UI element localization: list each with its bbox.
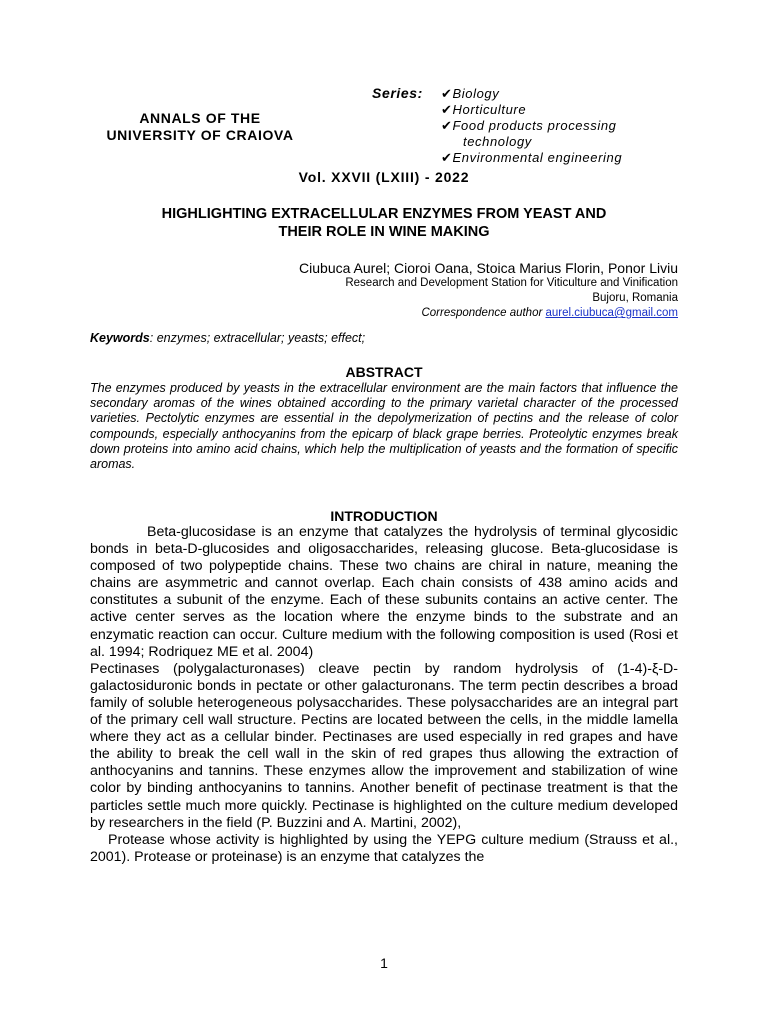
abstract-text: The enzymes produced by yeasts in the extracellular environment are the main factors that influence the secondary aromas of the wines obtained according to the primary varietal character of the processed varieties. Pectolytic enzymes are essential in the depolymerization of pectins and the release of color compounds, especially anthocyanins from the epicarp of black grape berries. Proteolytic enzymes break down proteins into amino acid chains, which help the multiplication of yeasts and the formation of specific aromas. (90, 381, 678, 472)
correspondence-label: Correspondence author (421, 307, 543, 319)
check-icon: ✔ (441, 150, 453, 165)
affiliation-block (345, 276, 678, 321)
series-label: Series: (372, 85, 423, 101)
series-item-horticulture: ✔Horticulture (441, 102, 527, 117)
series-item-food-processing: ✔Food products processing (441, 118, 617, 133)
check-icon: ✔ (441, 118, 453, 133)
series-item-food-processing-cont: technology (463, 134, 532, 149)
paper-title-line1: HIGHLIGHTING EXTRACELLULAR ENZYMES FROM YEAST AND (161, 206, 607, 222)
series-item-biology: ✔Biology (441, 86, 500, 101)
check-icon: ✔ (441, 102, 453, 117)
keywords-text: : enzymes; extracellular; yeasts; effect; (149, 331, 366, 345)
journal-name-line2: UNIVERSITY OF CRAIOVA (106, 127, 294, 143)
introduction-heading: INTRODUCTION (330, 508, 438, 524)
introduction-body (90, 524, 678, 866)
journal-name (100, 110, 300, 144)
page-number: 1 (380, 955, 388, 971)
check-icon: ✔ (441, 86, 453, 101)
journal-name-line1: ANNALS OF THE (139, 110, 261, 126)
correspondence (345, 306, 678, 321)
paper-title-line2: THEIR ROLE IN WINE MAKING (278, 224, 490, 240)
keywords (90, 331, 365, 345)
paragraph: Protease whose activity is highlighted by using the YEPG culture medium (Strauss et al., 2001). Protease or proteinase) is an enzyme that catalyzes the (90, 831, 678, 865)
series-item-environmental: ✔Environmental engineering (441, 150, 623, 165)
volume-line: Vol. XXVII (LXIII) - 2022 (298, 169, 470, 185)
author-list: Ciubuca Aurel; Cioroi Oana, Stoica Marius Florin, Ponor Liviu (299, 260, 678, 276)
location: Bujoru, Romania (592, 292, 678, 304)
series-list (441, 86, 701, 166)
paragraph: Beta-glucosidase is an enzyme that catalyzes the hydrolysis of terminal glycosidic bonds in beta-D-glucosides and oligosaccharides, releasing glucose. Beta-glucosidase is composed of two polypeptide chains. These two chains are chiral in nature, meaning the chains are asymmetric and cannot overlap. Each chain consists of 438 amino acids and constitutes a subunit of the enzyme. Each of these subunits contains an active center. The active center serves as the location where the enzyme binds to the substrate and an enzymatic reaction can occur. Culture medium with the following composition is used (Rosi et al. 1994; Rodriquez ME et al. 2004) (90, 524, 678, 660)
paper-title (90, 205, 678, 241)
affiliation: Research and Development Station for Viticulture and Vinification (345, 277, 678, 289)
email-link[interactable]: aurel.ciubuca@gmail.com (545, 307, 678, 319)
keywords-label: Keywords (90, 331, 150, 345)
paragraph: Pectinases (polygalacturonases) cleave pectin by random hydrolysis of (1-4)-ξ-D-galactosiduronic bonds in pectate or other galacturonans. The term pectin describes a broad family of soluble heterogeneous polysaccharides. These polysaccharides are an integral part of the primary cell wall structure. Pectins are located between the cells, in the middle lamella where they act as a cellular binder. Pectinases are used especially in red grapes and have the ability to break the cell wall in the skin of red grapes thus allowing the extraction of anthocyanins and tannins. These enzymes allow the improvement and stabilization of wine color by binding anthocyanins to tannins. Another benefit of pectinase treatment is that the particles settle much more quickly. Pectinase is highlighted on the culture medium developed by researchers in the field (P. Buzzini and A. Martini, 2002), (90, 660, 678, 831)
abstract-heading: ABSTRACT (345, 364, 423, 380)
